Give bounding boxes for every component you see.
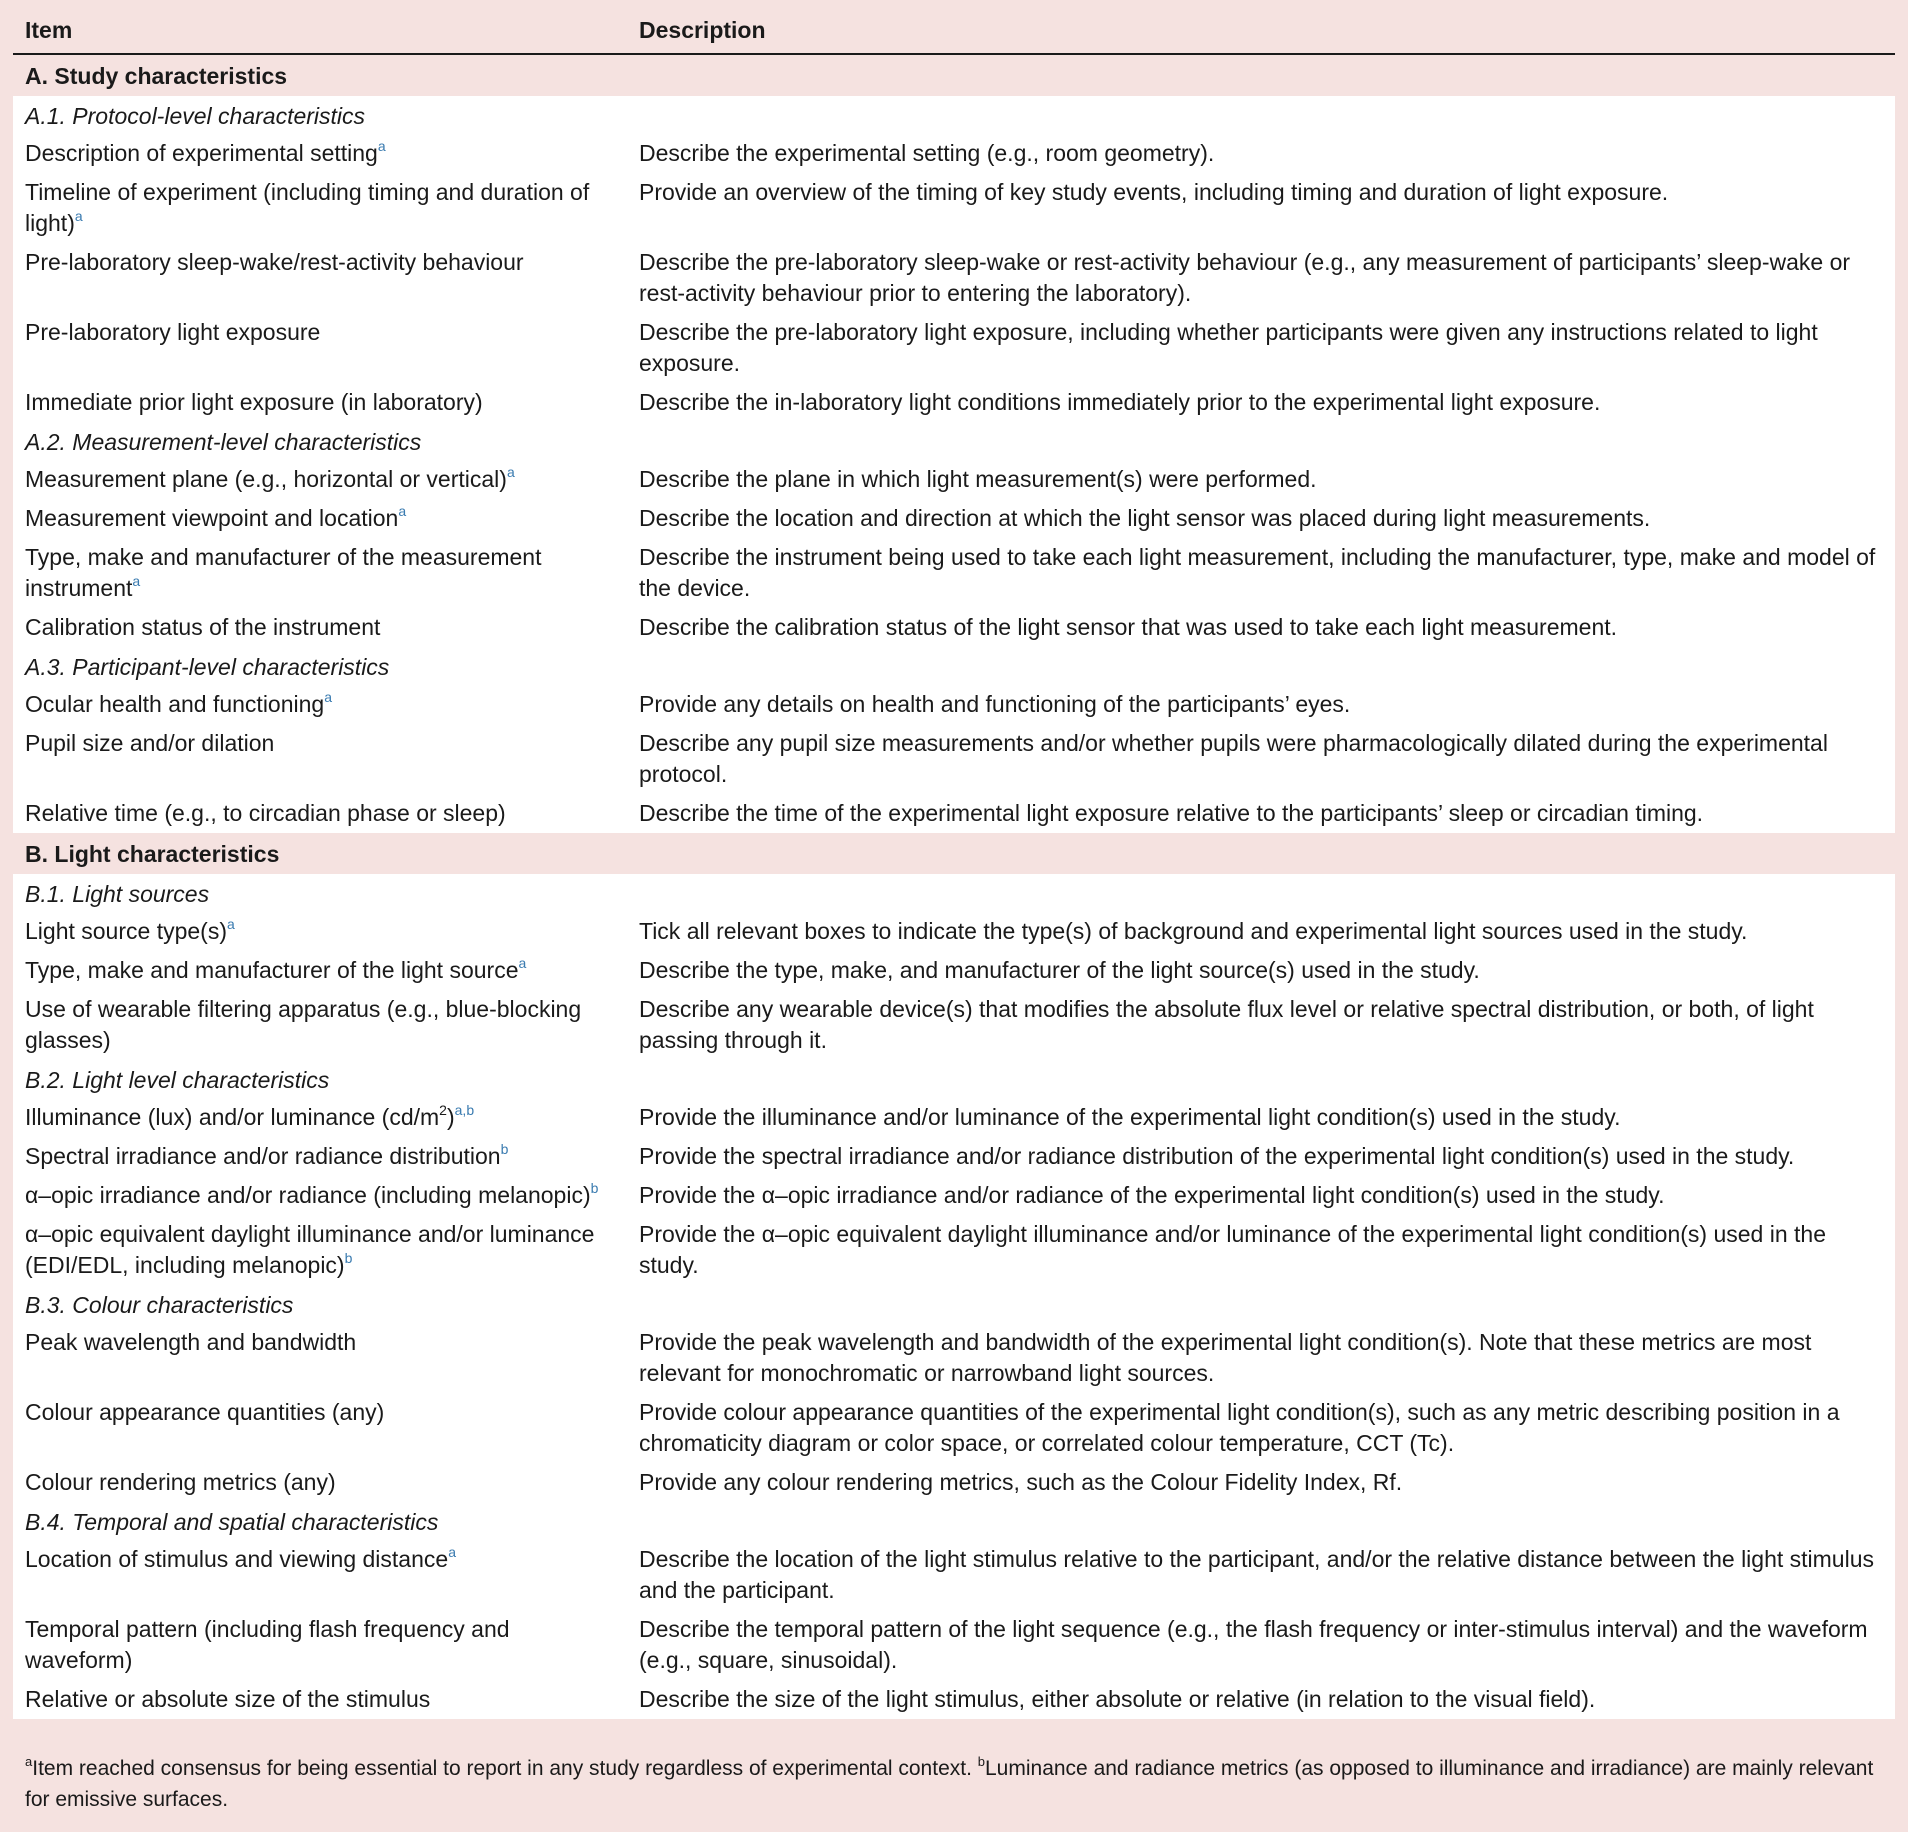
item-text: Peak wavelength and bandwidth	[25, 1329, 357, 1355]
table-row	[13, 990, 1895, 1060]
section-row	[13, 54, 1895, 96]
item-text: Use of wearable filtering apparatus (e.g., blue-blocking glasses)	[25, 996, 582, 1053]
item-text: Calibration status of the instrument	[25, 614, 381, 640]
subsection-title: B.2. Light level characteristics	[13, 1060, 1895, 1098]
footnote-marker: a	[506, 464, 515, 480]
table-header-row	[13, 0, 1895, 54]
item-text: Type, make and manufacturer of the light source	[25, 957, 519, 983]
footnote-b-mark: b	[977, 1754, 985, 1769]
description-cell: Describe the location and direction at which the light sensor was placed during light measurements.	[627, 499, 1895, 538]
item-cell	[13, 243, 627, 313]
item-text: Relative or absolute size of the stimulus	[25, 1686, 431, 1712]
item-text: Relative time (e.g., to circadian phase or sleep)	[25, 800, 506, 826]
footnote-marker: a	[74, 208, 83, 224]
section-title: B. Light characteristics	[13, 833, 1895, 874]
unit-superscript: 2	[439, 1102, 447, 1118]
item-text: Ocular health and functioning	[25, 691, 325, 717]
table-row	[13, 1393, 1895, 1463]
item-cell	[13, 794, 627, 833]
item-text: Measurement plane (e.g., horizontal or vertical)	[25, 466, 507, 492]
item-cell	[13, 499, 627, 538]
table-row	[13, 912, 1895, 951]
item-text: Location of stimulus and viewing distance	[25, 1546, 449, 1572]
item-text: Pre-laboratory sleep-wake/rest-activity behaviour	[25, 249, 524, 275]
table-row	[13, 1463, 1895, 1502]
footnote-marker: a	[398, 503, 407, 519]
table-row	[13, 1680, 1895, 1719]
item-cell	[13, 1098, 627, 1137]
section-row	[13, 833, 1895, 874]
description-cell: Describe the size of the light stimulus, either absolute or relative (in relation to the visual field).	[627, 1680, 1895, 1719]
item-cell	[13, 1176, 627, 1215]
item-text: Colour rendering metrics (any)	[25, 1469, 336, 1495]
subsection-row	[13, 1502, 1895, 1540]
item-text: Type, make and manufacturer of the measurement instrument	[25, 544, 542, 601]
footnote-a-mark: a	[25, 1754, 33, 1769]
subsection-row	[13, 874, 1895, 912]
item-cell	[13, 134, 627, 173]
column-header-description: Description	[627, 0, 1895, 54]
description-cell: Describe the type, make, and manufacturer of the light source(s) used in the study.	[627, 951, 1895, 990]
description-cell: Describe the calibration status of the light sensor that was used to take each light measurement.	[627, 608, 1895, 647]
subsection-title: B.3. Colour characteristics	[13, 1285, 1895, 1323]
table-body	[13, 54, 1895, 1719]
description-cell: Provide any details on health and functioning of the participants’ eyes.	[627, 685, 1895, 724]
description-cell: Provide the α–opic irradiance and/or radiance of the experimental light condition(s) used in the study.	[627, 1176, 1895, 1215]
subsection-row	[13, 1060, 1895, 1098]
table-row	[13, 1540, 1895, 1610]
item-cell	[13, 1393, 627, 1463]
table-row	[13, 538, 1895, 608]
description-cell: Provide an overview of the timing of key study events, including timing and duration of light exposure.	[627, 173, 1895, 243]
item-text: Immediate prior light exposure (in laboratory)	[25, 389, 483, 415]
table-row	[13, 1098, 1895, 1137]
item-cell	[13, 383, 627, 422]
description-cell: Provide the illuminance and/or luminance of the experimental light condition(s) used in the study.	[627, 1098, 1895, 1137]
item-cell	[13, 1463, 627, 1502]
item-text: Illuminance (lux) and/or luminance (cd/m	[25, 1104, 440, 1130]
item-cell	[13, 951, 627, 990]
footnote-marker: b	[590, 1180, 599, 1196]
description-cell: Describe the instrument being used to take each light measurement, including the manufacturer, type, make and model of the device.	[627, 538, 1895, 608]
footnote-marker: a,b	[454, 1102, 475, 1118]
table-row	[13, 243, 1895, 313]
subsection-title: A.3. Participant-level characteristics	[13, 647, 1895, 685]
subsection-row	[13, 422, 1895, 460]
item-text: α–opic equivalent daylight illuminance and/or luminance (EDI/EDL, including melanopic)	[25, 1221, 595, 1278]
item-cell	[13, 1215, 627, 1285]
table-row	[13, 794, 1895, 833]
description-cell: Describe any pupil size measurements and/or whether pupils were pharmacologically dilated during the experimental protocol.	[627, 724, 1895, 794]
footnote-marker: b	[500, 1141, 509, 1157]
footnote-marker: a	[226, 916, 235, 932]
table-row	[13, 608, 1895, 647]
item-text: Description of experimental setting	[25, 140, 378, 166]
footnote-marker: a	[377, 138, 386, 154]
item-cell	[13, 173, 627, 243]
description-cell: Describe the experimental setting (e.g., room geometry).	[627, 134, 1895, 173]
description-cell: Describe the pre-laboratory light exposure, including whether participants were given any instructions related to light exposure.	[627, 313, 1895, 383]
footnote-a	[25, 1754, 972, 1780]
item-cell	[13, 990, 627, 1060]
table-row	[13, 460, 1895, 499]
item-text: Colour appearance quantities (any)	[25, 1399, 385, 1425]
item-text: Spectral irradiance and/or radiance distribution	[25, 1143, 501, 1169]
subsection-title: A.2. Measurement-level characteristics	[13, 422, 1895, 460]
section-title: A. Study characteristics	[13, 54, 1895, 96]
description-cell: Provide the α–opic equivalent daylight illuminance and/or luminance of the experimental light condition(s) used in the study.	[627, 1215, 1895, 1285]
item-text: Light source type(s)	[25, 918, 227, 944]
item-cell	[13, 460, 627, 499]
subsection-title: B.4. Temporal and spatial characteristics	[13, 1502, 1895, 1540]
description-cell: Describe any wearable device(s) that modifies the absolute flux level or relative spectral distribution, or both, of light passing through it.	[627, 990, 1895, 1060]
item-cell	[13, 1137, 627, 1176]
item-cell	[13, 685, 627, 724]
item-cell	[13, 538, 627, 608]
item-text: Timeline of experiment (including timing and duration of light)	[25, 179, 590, 236]
description-cell: Provide the peak wavelength and bandwidth of the experimental light condition(s). Note that these metrics are most relevant for monochromatic or narrowband light sources.	[627, 1323, 1895, 1393]
description-cell: Provide any colour rendering metrics, such as the Colour Fidelity Index, Rf.	[627, 1463, 1895, 1502]
footnote-marker: a	[518, 955, 527, 971]
subsection-row	[13, 647, 1895, 685]
footnote-marker: a	[132, 573, 141, 589]
subsection-title: A.1. Protocol-level characteristics	[13, 96, 1895, 134]
table-row	[13, 173, 1895, 243]
description-cell: Provide the spectral irradiance and/or radiance distribution of the experimental light condition(s) used in the study.	[627, 1137, 1895, 1176]
subsection-row	[13, 96, 1895, 134]
item-cell	[13, 724, 627, 794]
item-cell	[13, 1540, 627, 1610]
description-cell: Describe the in-laboratory light conditions immediately prior to the experimental light exposure.	[627, 383, 1895, 422]
description-cell: Tick all relevant boxes to indicate the type(s) of background and experimental light sources used in the study.	[627, 912, 1895, 951]
item-text: α–opic irradiance and/or radiance (including melanopic)	[25, 1182, 591, 1208]
footnote-marker: b	[344, 1250, 353, 1266]
table-row	[13, 313, 1895, 383]
table-row	[13, 724, 1895, 794]
table-row	[13, 383, 1895, 422]
footnote-b-text: Luminance and radiance metrics (as opposed to illuminance and irradiance) are mainly relevant for emissive surfaces.	[25, 1757, 1874, 1811]
item-cell	[13, 313, 627, 383]
table-row	[13, 499, 1895, 538]
item-text-tail: )	[446, 1104, 455, 1130]
item-text: Temporal pattern (including flash frequency and waveform)	[25, 1616, 510, 1673]
table-row	[13, 1610, 1895, 1680]
footnote-marker: a	[324, 689, 332, 705]
item-cell	[13, 1680, 627, 1719]
table-row	[13, 685, 1895, 724]
table-row	[13, 1137, 1895, 1176]
item-text: Pre-laboratory light exposure	[25, 319, 321, 345]
description-cell: Describe the location of the light stimulus relative to the participant, and/or the relative distance between the light stimulus and the participant.	[627, 1540, 1895, 1610]
item-text: Pupil size and/or dilation	[25, 730, 275, 756]
table-row	[13, 1215, 1895, 1285]
item-cell	[13, 1610, 627, 1680]
subsection-title: B.1. Light sources	[13, 874, 1895, 912]
item-cell	[13, 1323, 627, 1393]
item-text: Measurement viewpoint and location	[25, 505, 399, 531]
table-footnotes	[25, 1753, 1885, 1815]
reporting-checklist-table	[13, 0, 1895, 1719]
description-cell: Describe the temporal pattern of the light sequence (e.g., the flash frequency or inter-stimulus interval) and the waveform (e.g., square, sinusoidal).	[627, 1610, 1895, 1680]
subsection-row	[13, 1285, 1895, 1323]
footnote-a-text: Item reached consensus for being essential to report in any study regardless of experimental context.	[32, 1757, 972, 1780]
description-cell: Describe the plane in which light measurement(s) were performed.	[627, 460, 1895, 499]
description-cell: Describe the pre-laboratory sleep-wake or rest-activity behaviour (e.g., any measurement of participants’ sleep-wake or rest-activity behaviour prior to entering the laboratory).	[627, 243, 1895, 313]
footnote-marker: a	[448, 1544, 456, 1560]
item-cell	[13, 608, 627, 647]
table-row	[13, 134, 1895, 173]
description-cell: Provide colour appearance quantities of the experimental light condition(s), such as any metric describing position in a chromaticity diagram or color space, or correlated colour temperature, CCT (Tc).	[627, 1393, 1895, 1463]
table-row	[13, 1323, 1895, 1393]
table-row	[13, 951, 1895, 990]
table-row	[13, 1176, 1895, 1215]
item-cell	[13, 912, 627, 951]
description-cell: Describe the time of the experimental light exposure relative to the participants’ sleep or circadian timing.	[627, 794, 1895, 833]
column-header-item: Item	[13, 0, 627, 54]
